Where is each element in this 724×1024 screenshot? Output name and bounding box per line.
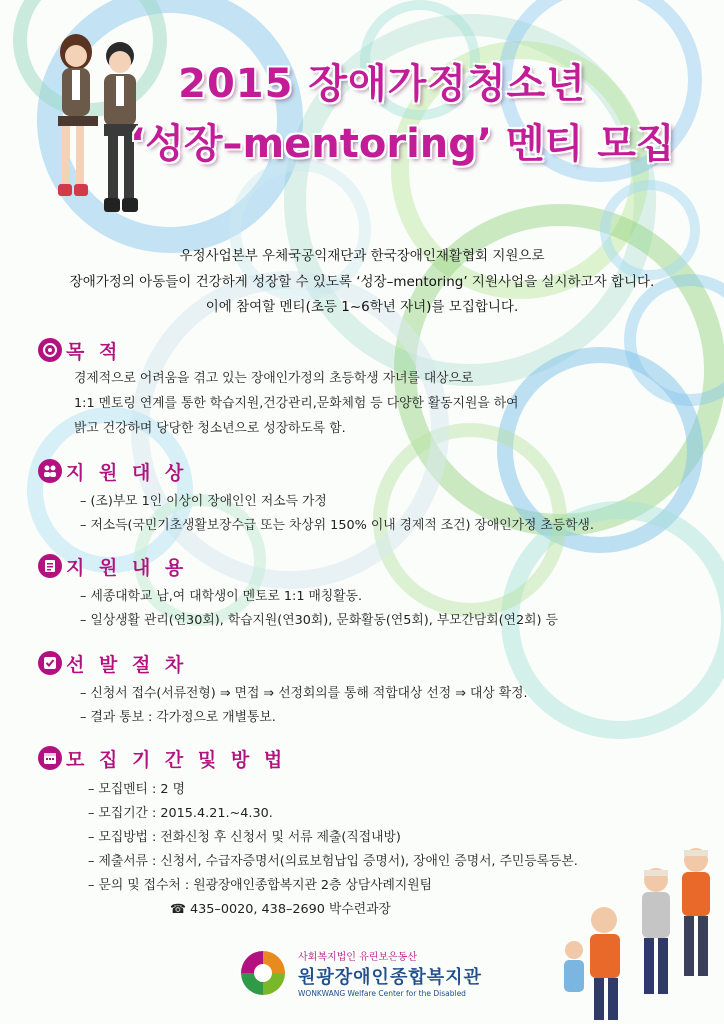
purpose-line-1: 경제적으로 어려움을 겪고 있는 장애인가정의 초등학생 자녀를 대상으로 (74, 371, 474, 386)
intro-line-3: 이에 참여할 멘티(초등 1~6학년 자녀)를 모집합니다. (205, 299, 519, 315)
people-icon (38, 459, 62, 483)
org-emblem-icon (236, 946, 290, 1000)
recruit-line-3: – 모집방법 : 전화신청 후 신청서 및 서류 제출(직접내방) (88, 830, 401, 845)
children-figure (560, 830, 724, 1024)
recruit-line-4: – 제출서류 : 신청서, 수급자증명서(의료보험납입 증명서), 장애인 증명서, 주민등록등본. (88, 854, 578, 869)
intro-line-1: 우정사업본부 우체국공익재단과 한국장애인재활협회 지원으로 (179, 248, 545, 264)
calendar-icon (38, 746, 62, 770)
content-line-2: – 일상생활 관리(연30회), 학습지원(연30회), 문화활동(연5회), 부모간담회(연2회) 등 (80, 613, 558, 628)
target-line-1: – (조)부모 1인 이상이 장애인인 저소득 가정 (80, 494, 327, 509)
content-line-1: – 세종대학교 남,여 대학생이 멘토로 1:1 매칭활동. (80, 589, 363, 604)
org-name: 원광장애인종합복지관 (298, 967, 482, 988)
title-line-1: 2015 장애가정청소년 (178, 61, 586, 107)
section-target-heading (38, 458, 187, 484)
section-purpose-heading (38, 337, 121, 363)
document-icon (38, 554, 62, 578)
section-recruit-title: 모 집 기 간 및 방 법 (66, 748, 287, 771)
section-content-title: 지 원 내 용 (66, 556, 188, 579)
section-recruit-heading (38, 745, 286, 771)
contact-phone: ☎ 435–0020, 438–2690 박수련과장 (170, 902, 391, 917)
recruit-line-5: – 문의 및 접수처 : 원광장애인종합복지관 2층 상담사례지원팀 (88, 878, 433, 893)
selection-line-2: – 결과 통보 : 각가정으로 개별통보. (80, 710, 276, 725)
purpose-line-2: 1:1 멘토링 연계를 통한 학습지원,건강관리,문화체험 등 다양한 활동지원을 하여 (74, 396, 519, 411)
section-selection-heading (38, 650, 187, 676)
recruit-line-2: – 모집기간 : 2015.4.21.~4.30. (88, 806, 273, 821)
section-content-heading (38, 553, 187, 579)
org-subtitle: 사회복지법인 유린보은동산 (298, 952, 418, 963)
section-target-title: 지 원 대 상 (66, 461, 188, 484)
title-line-2: ‘성장–mentoring’ 멘티 모집 (130, 121, 675, 167)
intro-line-2: 장애가정의 아동들이 건강하게 성장할 수 있도록 ‘성장–mentoring’ 지원사업을 실시하고자 합니다. (69, 274, 655, 290)
recruit-line-1: – 모집멘티 : 2 명 (88, 782, 185, 797)
purpose-line-3: 밝고 건강하며 당당한 청소년으로 성장하도록 함. (74, 421, 346, 436)
selection-line-1: – 신청서 접수(서류전형) ⇒ 면접 ⇒ 선정회의를 통해 적합대상 선정 ⇒ 대상 확정. (80, 686, 528, 701)
org-logo (236, 944, 496, 1002)
target-line-2: – 저소득(국민기초생활보장수급 또는 차상위 150% 이내 경제적 조건) 장애인가정 초등학생. (80, 518, 594, 533)
org-english-name: WONKWANG Welfare Center for the Disabled (298, 989, 466, 998)
section-purpose-title: 목 적 (66, 340, 122, 363)
checklist-icon (38, 651, 62, 675)
target-icon (38, 338, 62, 362)
section-selection-title: 선 발 절 차 (66, 653, 188, 676)
